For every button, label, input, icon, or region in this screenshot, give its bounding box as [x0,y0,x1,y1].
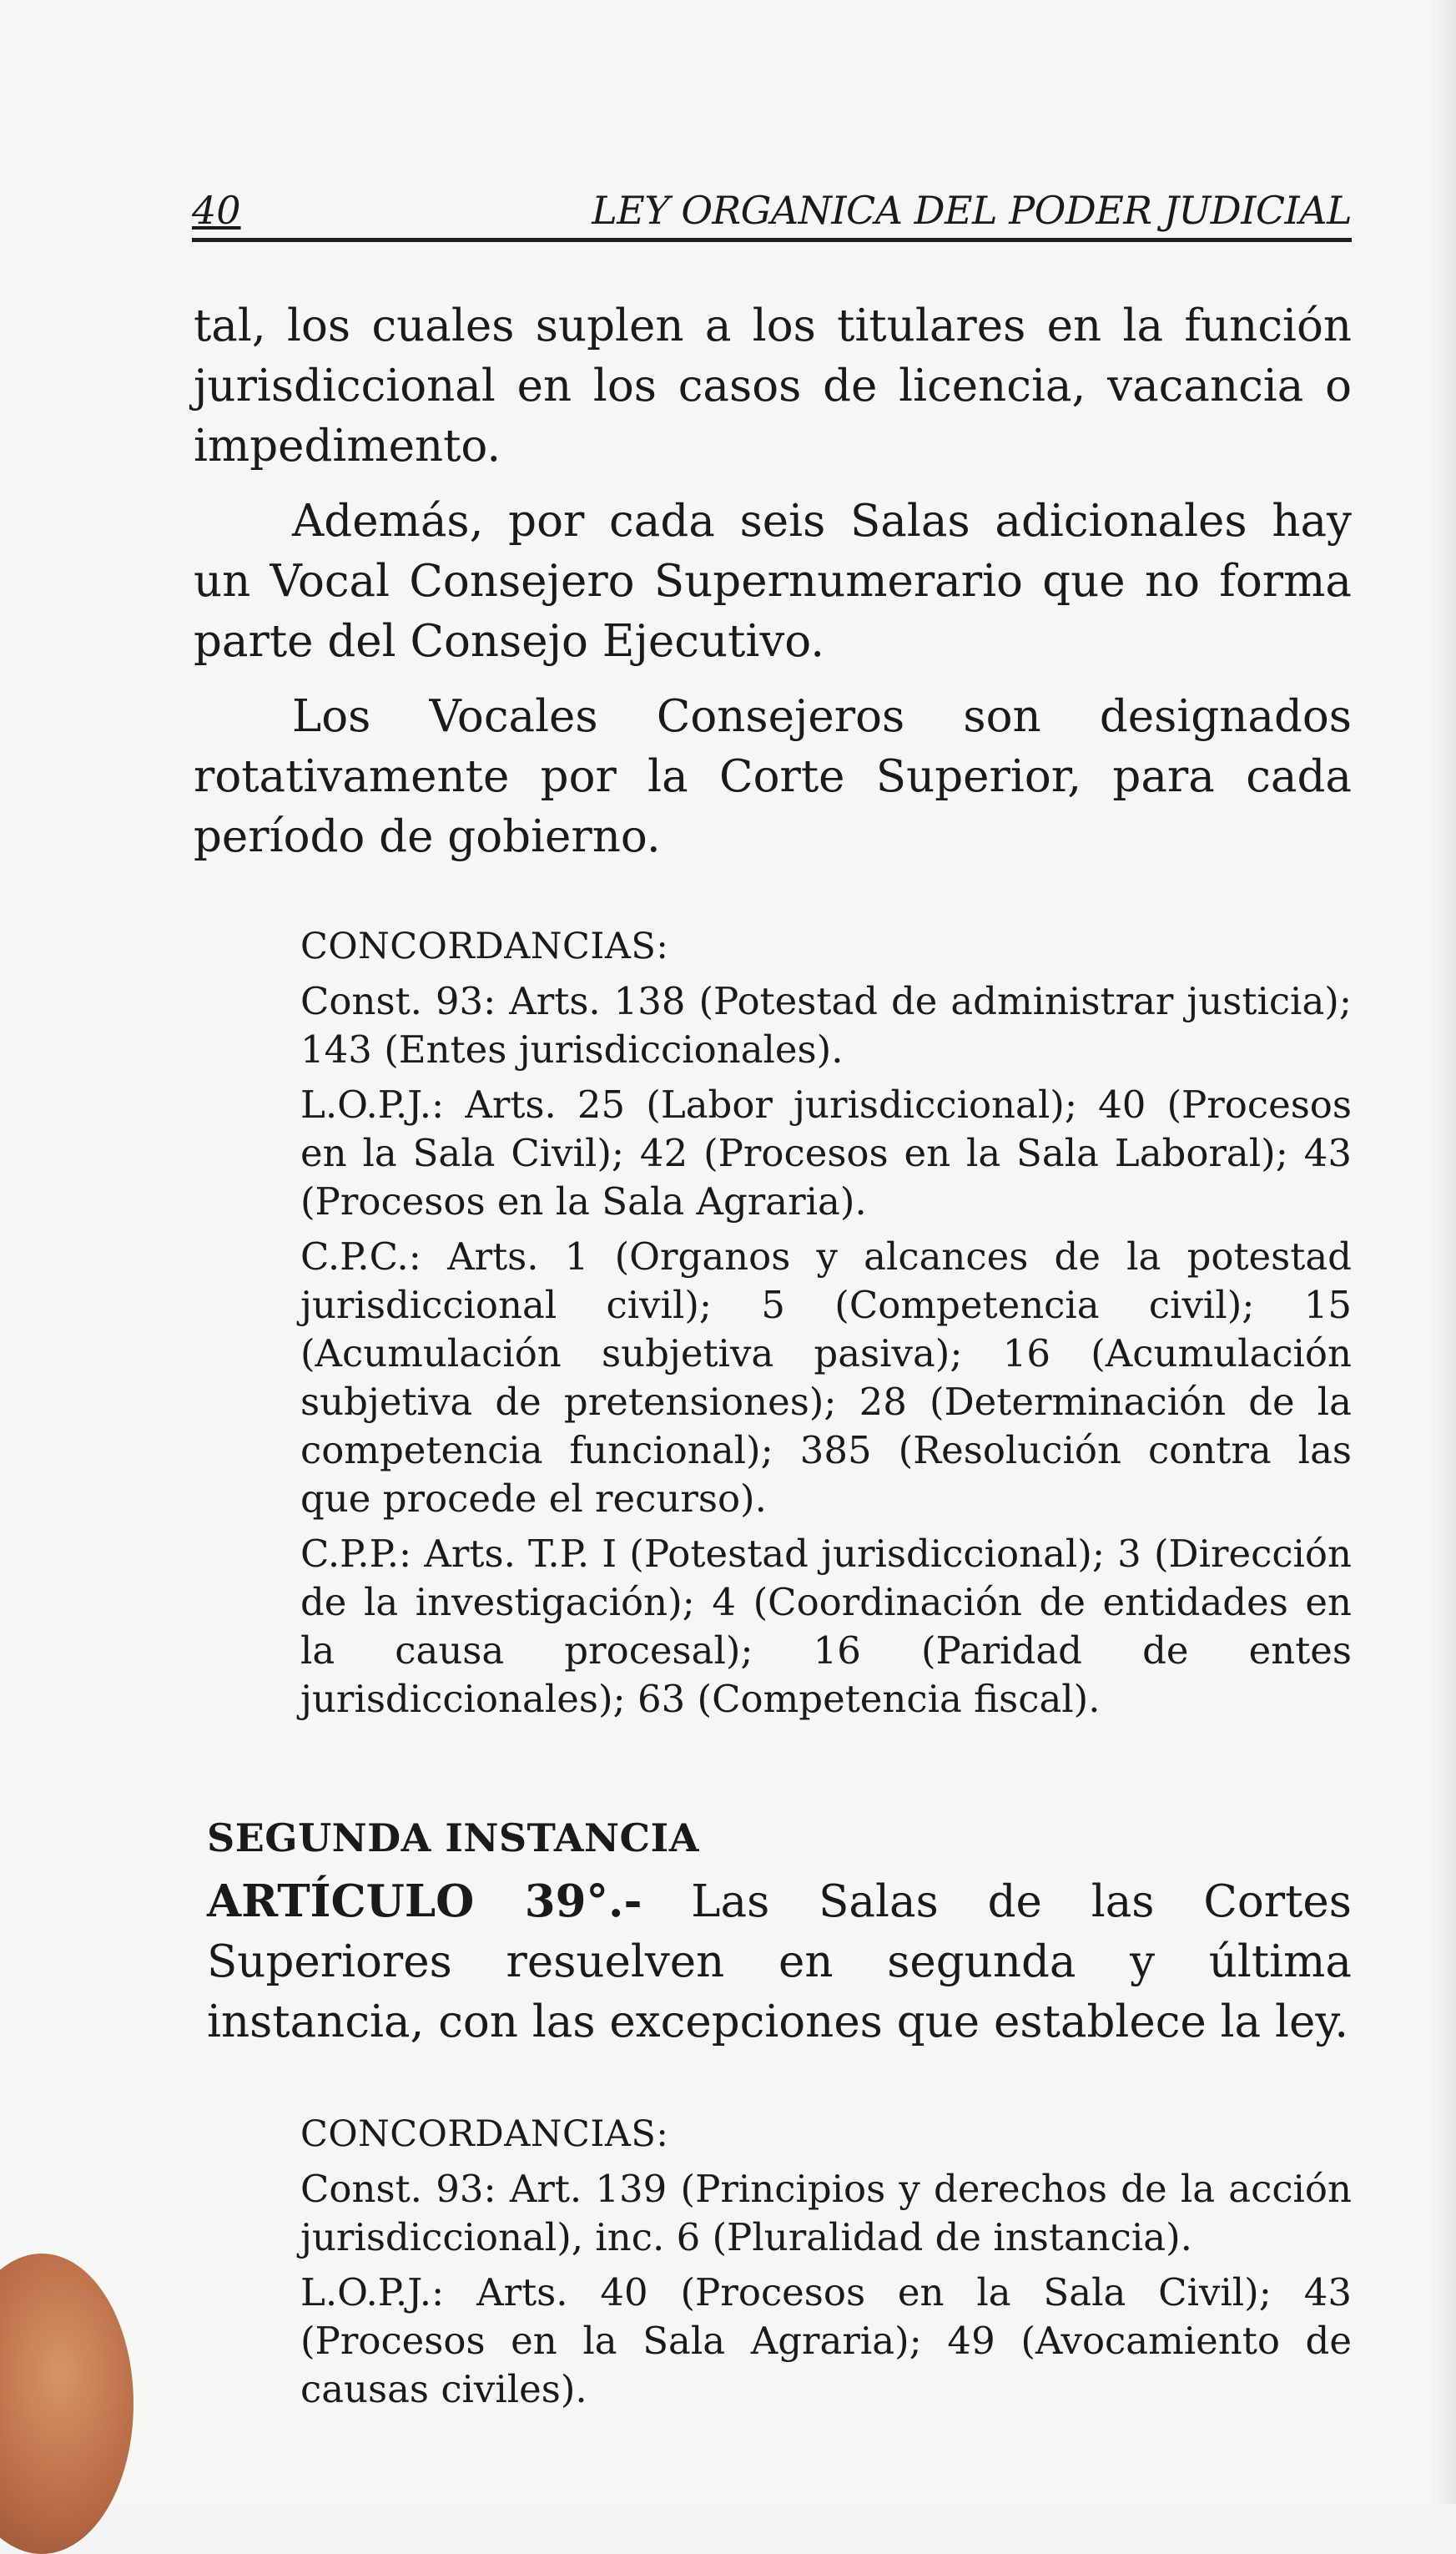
concordancia-cpp: C.P.P.: Arts. T.P. I (Potestad jurisdiccional); 3 (Dirección de la investigación); 4 (Coordinación de entidades en la causa procesal); 16 (Paridad de entes jurisdiccionales); 63 (Competencia fiscal). [300,1532,1352,1721]
concordancia-const: Const. 93: Arts. 138 (Potestad de administrar justicia); 143 (Entes jurisdiccionales). [300,979,1352,1072]
concordancia-lopj: L.O.P.J.: Arts. 25 (Labor jurisdiccional); 40 (Procesos en la Sala Civil); 42 (Procesos en la Sala Laboral); 43 (Procesos en la Sala Agraria). [300,1083,1352,1224]
section-heading: SEGUNDA INSTANCIA [207,1815,699,1860]
article-39 [207,1871,1352,2052]
concordancia-cpc: C.P.C.: Arts. 1 (Organos y alcances de la potestad jurisdiccional civil); 5 (Competencia civil); 15 (Acumulación subjetiva pasiva); 16 (Acumulación subjetiva de pretensiones); 28 (Determinación de la competencia funcional); 385 (Resolución contra las que procede el recurso). [300,1234,1352,1521]
paragraph-designacion: Los Vocales Consejeros son designados rotativamente por la Corte Superior, para cada período de gobierno. [194,691,1352,862]
article-label: ARTÍCULO 39°.- [207,1875,642,1927]
body-text [194,296,1352,867]
thumb-photo-artifact [0,2254,134,2554]
concordancias-block-1 [300,922,1352,1730]
paragraph-supernumerario: Además, por cada seis Salas adicionales hay un Vocal Consejero Supernumerario que no forma parte del Consejo Ejecutivo. [194,496,1352,667]
concordancias-block-2 [300,2110,1352,2420]
concordancia-lopj: L.O.P.J.: Arts. 40 (Procesos en la Sala Civil); 43 (Procesos en la Sala Agraria); 49 (Avocamiento de causas civiles). [300,2270,1352,2411]
page-fold-shadow [1431,0,1456,2504]
page-header [192,171,1352,242]
running-title: LEY ORGANICA DEL PODER JUDICIAL [592,188,1352,233]
page-number: 40 [192,188,241,233]
concordancias-heading: CONCORDANCIAS: [300,926,669,967]
article-text: Las Salas de las Cortes Superiores resuelven en segunda y última instancia, con las excepciones que establece la ley. [207,1876,1352,2047]
concordancias-heading: CONCORDANCIAS: [300,2113,669,2155]
concordancia-const: Const. 93: Art. 139 (Principios y derechos de la acción jurisdiccional), inc. 6 (Pluralidad de instancia). [300,2167,1352,2259]
paragraph-continuation: tal, los cuales suplen a los titulares en la función jurisdiccional en los casos de licencia, vacancia o impedimento. [194,300,1352,472]
